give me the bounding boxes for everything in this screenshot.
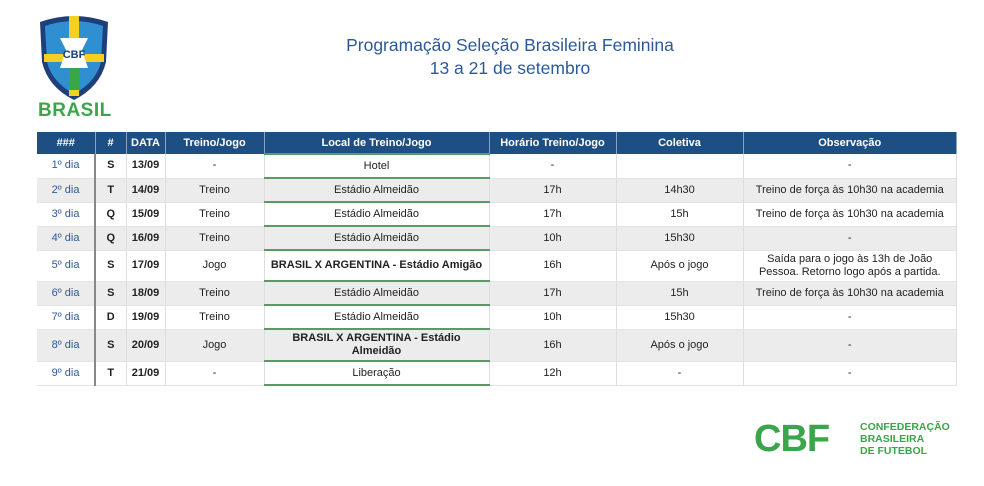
location-cell: Estádio Almeidão <box>264 226 489 250</box>
activity-cell: Jogo <box>165 329 264 361</box>
time-cell: 16h <box>489 329 616 361</box>
press-cell: 15h30 <box>616 226 743 250</box>
svg-text:CBF: CBF <box>62 49 86 61</box>
note-cell: - <box>743 329 957 361</box>
activity-cell: Treino <box>165 178 264 202</box>
weekday-cell: Q <box>95 226 126 250</box>
location-cell: BRASIL X ARGENTINA - Estádio Amigão <box>264 250 489 281</box>
time-cell: 17h <box>489 178 616 202</box>
day-cell: 8º dia <box>37 329 95 361</box>
activity-cell: Jogo <box>165 250 264 281</box>
time-cell: 10h <box>489 305 616 329</box>
date-cell: 19/09 <box>126 305 165 329</box>
note-cell: Saída para o jogo às 13h de João Pessoa. Retorno logo após a partida. <box>743 250 957 281</box>
column-header: Treino/Jogo <box>165 132 264 154</box>
date-cell: 15/09 <box>126 202 165 226</box>
activity-cell: Treino <box>165 226 264 250</box>
weekday-cell: S <box>95 281 126 305</box>
column-header: Observação <box>743 132 957 154</box>
press-cell: 15h <box>616 202 743 226</box>
title-line1: Programação Seleção Brasileira Feminina <box>346 35 674 55</box>
time-cell: 12h <box>489 361 616 385</box>
schedule-table <box>37 132 957 386</box>
date-cell: 16/09 <box>126 226 165 250</box>
day-cell: 5º dia <box>37 250 95 281</box>
activity-cell: - <box>165 361 264 385</box>
table-row <box>37 250 957 281</box>
location-cell: BRASIL X ARGENTINA - Estádio Almeidão <box>264 329 489 361</box>
activity-cell: Treino <box>165 281 264 305</box>
weekday-cell: S <box>95 154 126 178</box>
day-cell: 1º dia <box>37 154 95 178</box>
press-cell: 14h30 <box>616 178 743 202</box>
note-cell: - <box>743 154 957 178</box>
activity-cell: Treino <box>165 305 264 329</box>
press-cell: Após o jogo <box>616 250 743 281</box>
table-row <box>37 305 957 329</box>
footer-line2: BRASILEIRA <box>860 433 925 445</box>
press-cell: - <box>616 361 743 385</box>
table-row <box>37 202 957 226</box>
column-header: Coletiva <box>616 132 743 154</box>
activity-cell: - <box>165 154 264 178</box>
table-row <box>37 361 957 385</box>
note-cell: - <box>743 361 957 385</box>
day-cell: 6º dia <box>37 281 95 305</box>
note-cell: - <box>743 226 957 250</box>
column-header: DATA <box>126 132 165 154</box>
table-row <box>37 329 957 361</box>
day-cell: 2º dia <box>37 178 95 202</box>
table-row <box>37 226 957 250</box>
location-cell: Estádio Almeidão <box>264 178 489 202</box>
time-cell: 17h <box>489 202 616 226</box>
title-subtitle: 13 a 21 de setembro <box>429 58 591 78</box>
date-cell: 14/09 <box>126 178 165 202</box>
footer-line1: CONFEDERAÇÃO <box>860 421 950 433</box>
date-cell: 18/09 <box>126 281 165 305</box>
note-cell: Treino de força às 10h30 na academia <box>743 178 957 202</box>
table-row <box>37 154 957 178</box>
location-cell: Estádio Almeidão <box>264 202 489 226</box>
date-cell: 13/09 <box>126 154 165 178</box>
press-cell <box>616 154 743 178</box>
day-cell: 4º dia <box>37 226 95 250</box>
column-header: Local de Treino/Jogo <box>264 132 489 154</box>
activity-cell: Treino <box>165 202 264 226</box>
footer-line3: DE FUTEBOL <box>860 445 928 457</box>
note-cell: Treino de força às 10h30 na academia <box>743 202 957 226</box>
location-cell: Hotel <box>264 154 489 178</box>
note-cell: Treino de força às 10h30 na academia <box>743 281 957 305</box>
column-header: # <box>95 132 126 154</box>
weekday-cell: D <box>95 305 126 329</box>
table-row <box>37 281 957 305</box>
location-cell: Estádio Almeidão <box>264 281 489 305</box>
day-cell: 3º dia <box>37 202 95 226</box>
weekday-cell: T <box>95 178 126 202</box>
time-cell: 16h <box>489 250 616 281</box>
day-cell: 9º dia <box>37 361 95 385</box>
cbf-crest-logo <box>36 12 112 102</box>
confederation-name <box>860 421 950 457</box>
date-cell: 17/09 <box>126 250 165 281</box>
weekday-cell: S <box>95 329 126 361</box>
day-cell: 7º dia <box>37 305 95 329</box>
press-cell: 15h30 <box>616 305 743 329</box>
location-cell: Liberação <box>264 361 489 385</box>
weekday-cell: Q <box>95 202 126 226</box>
location-cell: Estádio Almeidão <box>264 305 489 329</box>
time-cell: 10h <box>489 226 616 250</box>
note-cell: - <box>743 305 957 329</box>
press-cell: Após o jogo <box>616 329 743 361</box>
column-header: Horário Treino/Jogo <box>489 132 616 154</box>
weekday-cell: S <box>95 250 126 281</box>
page-title <box>260 34 760 80</box>
press-cell: 15h <box>616 281 743 305</box>
date-cell: 20/09 <box>126 329 165 361</box>
cbf-wordmark: CBF <box>754 418 830 460</box>
brasil-label: BRASIL <box>38 100 112 121</box>
date-cell: 21/09 <box>126 361 165 385</box>
time-cell: 17h <box>489 281 616 305</box>
time-cell: - <box>489 154 616 178</box>
column-header: ### <box>37 132 95 154</box>
weekday-cell: T <box>95 361 126 385</box>
table-row <box>37 178 957 202</box>
